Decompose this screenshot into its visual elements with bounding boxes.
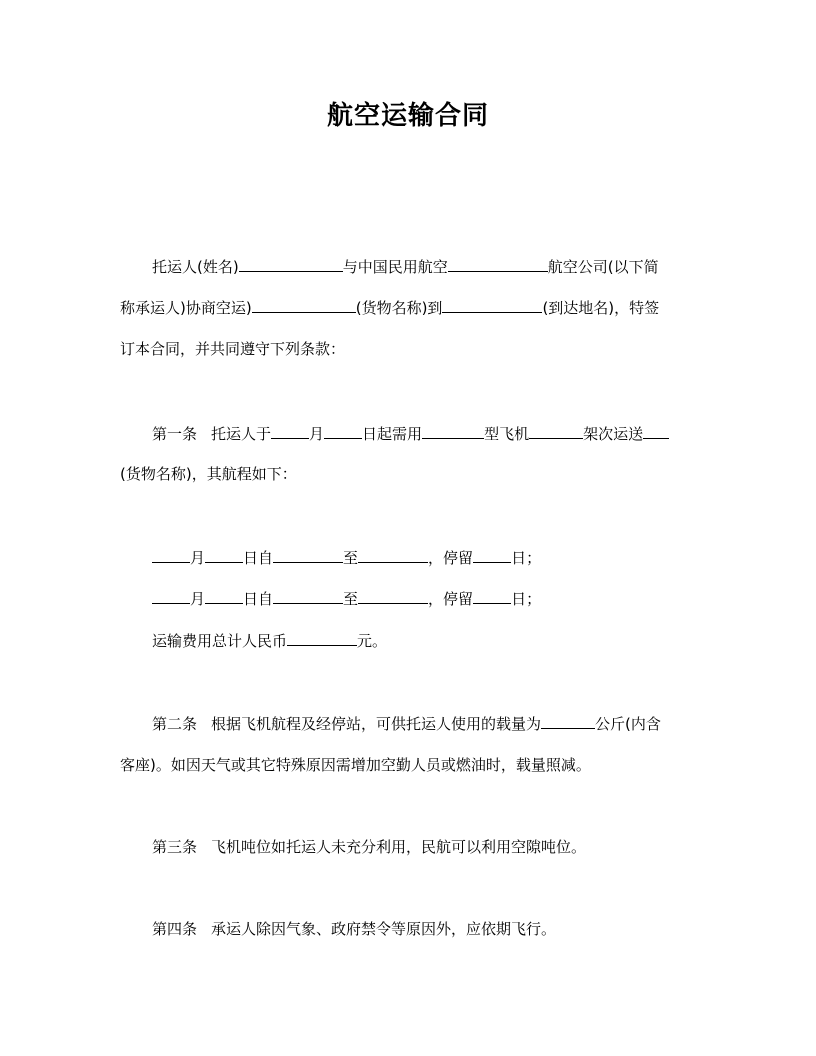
intro-carrier-label: 称承运人)协商空运) <box>120 299 252 317</box>
route-2-day: 日自 <box>243 590 274 608</box>
route-1-day: 日自 <box>243 549 274 567</box>
shipper-name-blank[interactable] <box>239 255 343 272</box>
fee-label: 运输费用总计人民币 <box>152 632 288 650</box>
route-2-stay: ，停留 <box>428 590 474 608</box>
goods-blank[interactable] <box>252 296 356 313</box>
cargo-blank[interactable] <box>643 422 669 439</box>
fee-amount-blank[interactable] <box>287 629 357 646</box>
route-2-from-blank[interactable] <box>273 587 343 604</box>
route-2-month: 月 <box>190 590 206 608</box>
fee-unit: 元。 <box>357 632 388 650</box>
airline-name-blank[interactable] <box>448 255 548 272</box>
route-1-from-blank[interactable] <box>273 546 343 563</box>
intro-shipper-label: 托运人(姓名) <box>152 258 239 276</box>
intro-destination-label: (到达地名)，特签 <box>542 299 660 317</box>
article-1-text-e: 架次运送 <box>583 425 644 443</box>
route-1-month-blank[interactable] <box>152 546 190 563</box>
route-1-stay: ，停留 <box>428 549 474 567</box>
article-2-text-a: 根据飞机航程及经停站，可供托运人使用的载量为 <box>211 715 542 733</box>
article-1-text-a: 托运人于 <box>211 425 272 443</box>
article-1-text-b: 月 <box>309 425 325 443</box>
route-2-month-blank[interactable] <box>152 587 190 604</box>
article-2-label: 第二条 <box>152 715 198 733</box>
article-4-label: 第四条 <box>152 920 198 938</box>
route-1-to: 至 <box>343 549 359 567</box>
route-line-2 <box>0 587 816 610</box>
article-2-line-2: 客座)。如因天气或其它特殊原因需增加空勤人员或燃油时，载量照减。 <box>120 756 591 774</box>
route-1-to-blank[interactable] <box>358 546 428 563</box>
article-4-text: 承运人除因气象、政府禁令等原因外，应依期飞行。 <box>211 920 557 938</box>
route-1-stay-blank[interactable] <box>473 546 511 563</box>
intro-line-3: 订本合同，并共同遵守下列条款： <box>120 340 346 358</box>
route-2-to-blank[interactable] <box>358 587 428 604</box>
route-2-to: 至 <box>343 590 359 608</box>
route-1-day-end: 日； <box>511 549 542 567</box>
route-2-day-blank[interactable] <box>205 587 243 604</box>
article-1-label: 第一条 <box>152 425 198 443</box>
route-line-1 <box>0 546 816 569</box>
start-day-blank[interactable] <box>324 422 362 439</box>
intro-goods-label: (货物名称)到 <box>355 299 443 317</box>
intro-line-2 <box>0 296 816 319</box>
destination-blank[interactable] <box>442 296 542 313</box>
article-3-label: 第三条 <box>152 838 198 856</box>
article-1-text-c: 日起需用 <box>362 425 423 443</box>
article-3-line <box>0 836 816 858</box>
route-2-day-end: 日； <box>511 590 542 608</box>
article-1-line-1 <box>0 422 816 445</box>
route-1-day-blank[interactable] <box>205 546 243 563</box>
fee-line <box>0 629 816 652</box>
start-month-blank[interactable] <box>271 422 309 439</box>
intro-airline-label: 航空公司(以下简 <box>547 258 659 276</box>
flights-blank[interactable] <box>529 422 583 439</box>
article-3-text: 飞机吨位如托运人未充分利用，民航可以利用空隙吨位。 <box>211 838 587 856</box>
article-1-text-d: 型飞机 <box>484 425 530 443</box>
article-2-text-b: 公斤(内含 <box>595 715 661 733</box>
intro-caac-label: 与中国民用航空 <box>342 258 448 276</box>
route-1-month: 月 <box>190 549 206 567</box>
article-4-line <box>0 918 816 940</box>
article-2-line-1 <box>0 712 816 735</box>
payload-blank[interactable] <box>541 712 595 729</box>
intro-line-1 <box>0 255 816 278</box>
aircraft-type-blank[interactable] <box>422 422 484 439</box>
route-2-stay-blank[interactable] <box>473 587 511 604</box>
article-1-line-2: (货物名称)，其航程如下： <box>120 465 297 483</box>
document-title: 航空运输合同 <box>326 101 489 131</box>
